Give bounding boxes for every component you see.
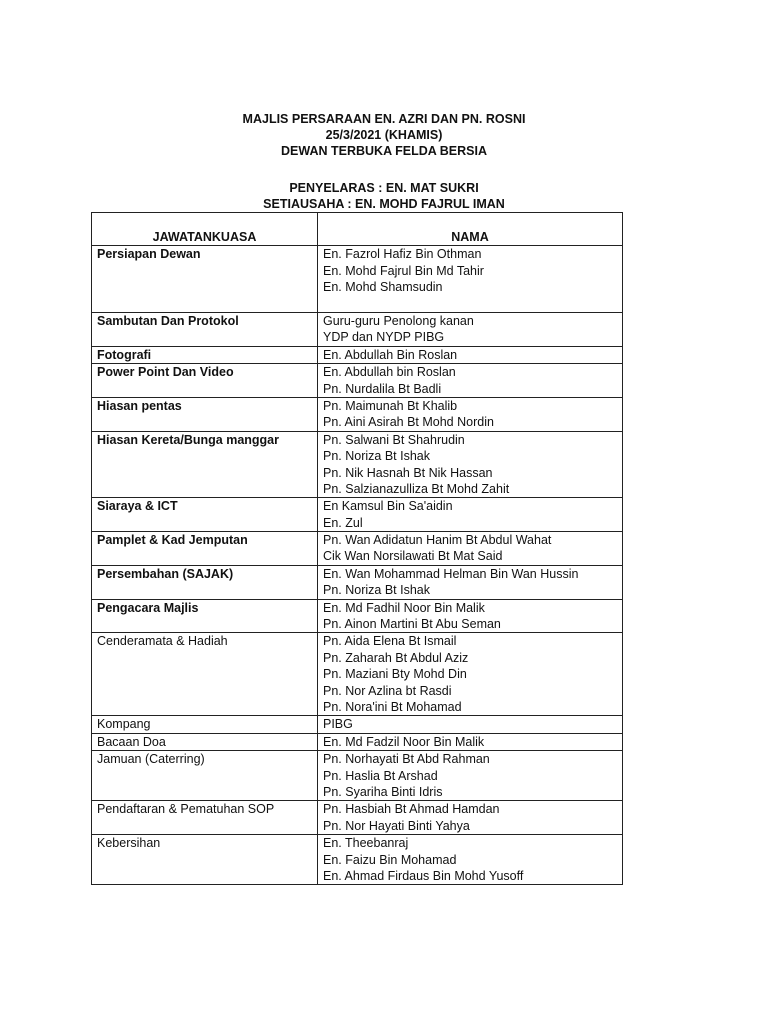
- table-row: [92, 565, 623, 599]
- member-name: En. Mohd Shamsudin: [323, 280, 443, 295]
- event-date: 25/3/2021 (KHAMIS): [325, 128, 443, 142]
- names-cell: [318, 397, 623, 431]
- committee-cell: Persembahan (SAJAK): [92, 565, 318, 599]
- member-name: En. Abdullah Bin Roslan: [323, 347, 458, 362]
- table-row: [92, 397, 623, 431]
- member-name: Pn. Hasbiah Bt Ahmad Hamdan: [323, 802, 500, 817]
- names-cell: [318, 733, 623, 750]
- committee-cell: Bacaan Doa: [92, 733, 318, 750]
- member-name: Pn. Nora'ini Bt Mohamad: [323, 699, 462, 714]
- names-cell: [318, 565, 623, 599]
- member-name: YDP dan NYDP PIBG: [323, 330, 445, 345]
- table-row: [92, 364, 623, 398]
- member-name: Pn. Haslia Bt Arshad: [323, 768, 438, 783]
- names-cell: [318, 498, 623, 532]
- coordinator-line: PENYELARAS : EN. MAT SUKRI: [289, 181, 479, 195]
- table-row: [92, 312, 623, 346]
- names-cell: [318, 364, 623, 398]
- member-name: En. Md Fadzil Noor Bin Malik: [323, 734, 485, 749]
- table-row: [92, 633, 623, 716]
- names-cell: [318, 346, 623, 363]
- committee-cell: Kebersihan: [92, 835, 318, 885]
- member-name: En. Abdullah bin Roslan: [323, 365, 456, 380]
- member-name: En. Wan Mohammad Helman Bin Wan Hussin: [323, 566, 579, 581]
- committee-cell: Cenderamata & Hadiah: [92, 633, 318, 716]
- member-name: Pn. Wan Adidatun Hanim Bt Abdul Wahat: [323, 533, 552, 548]
- names-cell: [318, 532, 623, 566]
- table-row: [92, 733, 623, 750]
- table-row: [92, 599, 623, 633]
- committee-cell: Power Point Dan Video: [92, 364, 318, 398]
- member-name: Guru-guru Penolong kanan: [323, 313, 474, 328]
- column-header-name: NAMA: [318, 213, 623, 246]
- names-cell: [318, 716, 623, 733]
- committee-cell: Jamuan (Caterring): [92, 751, 318, 801]
- member-name: Pn. Maimunah Bt Khalib: [323, 398, 458, 413]
- committee-cell: Sambutan Dan Protokol: [92, 312, 318, 346]
- table-row: [92, 431, 623, 498]
- member-name: En Kamsul Bin Sa'aidin: [323, 499, 453, 514]
- document-header: [0, 111, 768, 212]
- committee-cell: Pendaftaran & Pematuhan SOP: [92, 801, 318, 835]
- table-row: [92, 835, 623, 885]
- committee-cell: Fotografi: [92, 346, 318, 363]
- member-name: Pn. Norhayati Bt Abd Rahman: [323, 752, 490, 767]
- member-name: En. Mohd Fajrul Bin Md Tahir: [323, 263, 484, 278]
- member-name: Pn. Nor Hayati Binti Yahya: [323, 818, 470, 833]
- member-name: En. Theebanraj: [323, 836, 409, 851]
- names-cell: [318, 835, 623, 885]
- member-name: Pn. Nik Hasnah Bt Nik Hassan: [323, 465, 493, 480]
- table-row: [92, 716, 623, 733]
- committee-table-body: [92, 246, 623, 885]
- committee-cell: Hiasan pentas: [92, 397, 318, 431]
- member-name: En. Fazrol Hafiz Bin Othman: [323, 247, 482, 262]
- member-name: En. Zul: [323, 515, 363, 530]
- table-row: [92, 246, 623, 313]
- member-name: Pn. Syariha Binti Idris: [323, 784, 443, 799]
- table-row: [92, 346, 623, 363]
- names-cell: [318, 246, 623, 313]
- member-name: PIBG: [323, 717, 353, 732]
- names-cell: [318, 431, 623, 498]
- committee-cell: Kompang: [92, 716, 318, 733]
- names-cell: [318, 801, 623, 835]
- member-name: Pn. Ainon Martini Bt Abu Seman: [323, 617, 501, 632]
- table-row: [92, 498, 623, 532]
- names-cell: [318, 312, 623, 346]
- names-cell: [318, 751, 623, 801]
- member-name: En. Ahmad Firdaus Bin Mohd Yusoff: [323, 868, 524, 883]
- member-name: Pn. Nor Azlina bt Rasdi: [323, 683, 452, 698]
- member-name: Cik Wan Norsilawati Bt Mat Said: [323, 549, 503, 564]
- member-name: Pn. Aida Elena Bt Ismail: [323, 634, 457, 649]
- member-name: Pn. Zaharah Bt Abdul Aziz: [323, 650, 469, 665]
- member-name: Pn. Noriza Bt Ishak: [323, 449, 430, 464]
- committee-cell: Siaraya & ICT: [92, 498, 318, 532]
- names-cell: [318, 599, 623, 633]
- committee-cell: Pengacara Majlis: [92, 599, 318, 633]
- table-row: [92, 532, 623, 566]
- committee-cell: Persiapan Dewan: [92, 246, 318, 313]
- committee-cell: Hiasan Kereta/Bunga manggar: [92, 431, 318, 498]
- member-name: En. Faizu Bin Mohamad: [323, 852, 457, 867]
- member-name: Pn. Salwani Bt Shahrudin: [323, 432, 465, 447]
- committee-cell: Pamplet & Kad Jemputan: [92, 532, 318, 566]
- secretary-line: SETIAUSAHA : EN. MOHD FAJRUL IMAN: [263, 197, 505, 211]
- table-row: [92, 751, 623, 801]
- member-name: Pn. Maziani Bty Mohd Din: [323, 667, 467, 682]
- table-header-row: [92, 213, 623, 246]
- table-row: [92, 801, 623, 835]
- event-venue: DEWAN TERBUKA FELDA BERSIA: [280, 144, 488, 158]
- member-name: Pn. Noriza Bt Ishak: [323, 583, 430, 598]
- column-header-committee: JAWATANKUASA: [92, 213, 318, 246]
- member-name: Pn. Salzianazulliza Bt Mohd Zahit: [323, 481, 510, 496]
- event-title: MAJLIS PERSARAAN EN. AZRI DAN PN. ROSNI: [242, 112, 526, 126]
- member-name: Pn. Aini Asirah Bt Mohd Nordin: [323, 415, 494, 430]
- names-cell: [318, 633, 623, 716]
- member-name: En. Md Fadhil Noor Bin Malik: [323, 600, 485, 615]
- member-name: Pn. Nurdalila Bt Badli: [323, 381, 442, 396]
- blank-line: [323, 296, 622, 312]
- committee-table: [91, 212, 623, 885]
